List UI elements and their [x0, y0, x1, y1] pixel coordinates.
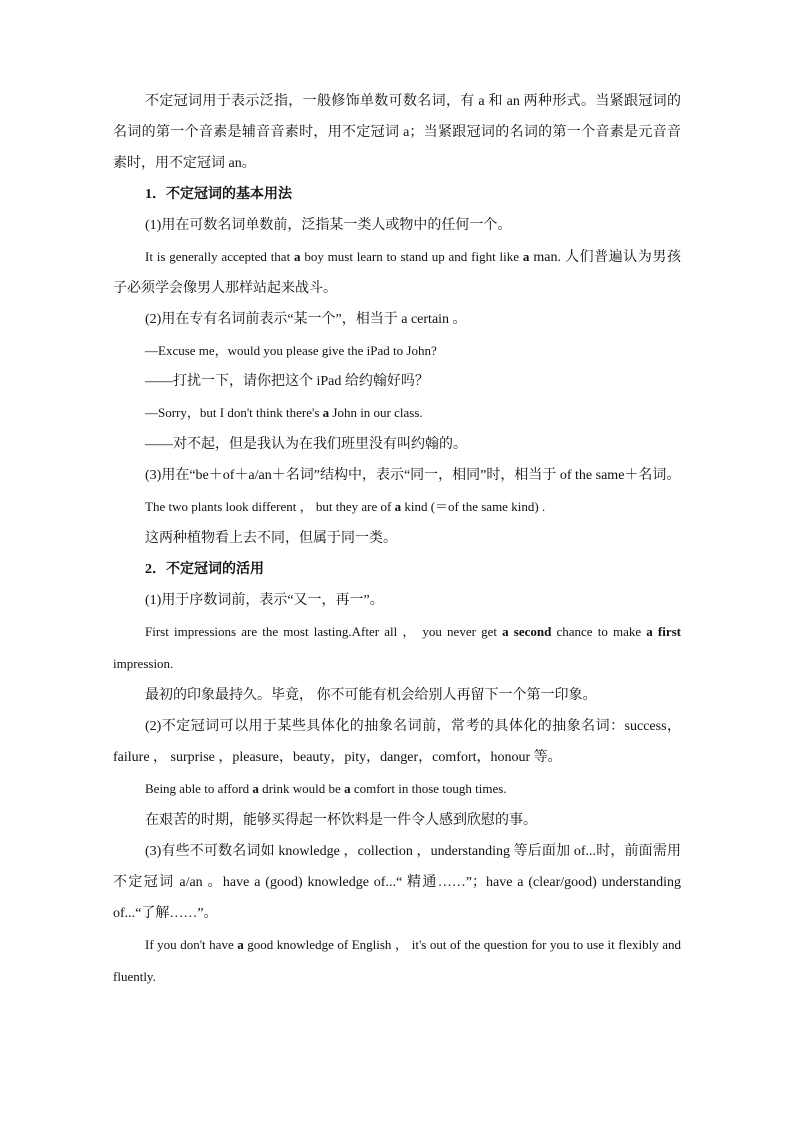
section-1-rule-2: (2)用在专有名词前表示“某一个”，相当于 a certain 。: [145, 312, 467, 327]
section-2-rule-2: (2)不定冠词可以用于某些具体化的抽象名词前，常考的具体化的抽象名词：success，failure ， surprise ，pleasure，beauty，pity，danger，comfort，honour 等。: [113, 719, 681, 765]
section-2-example-1: [113, 616, 681, 680]
example-text: drink would be: [258, 781, 345, 796]
section-2-example-2: [113, 773, 681, 805]
article-highlight: a: [522, 249, 530, 264]
intro-paragraph: 不定冠词用于表示泛指，一般修饰单数可数名词，有 a 和 an 两种形式。当紧跟冠词的名词的第一个音素是辅音音素时，用不定冠词 a；当紧跟冠词的名词的第一个音素是元音音素时，用不定冠词 an。: [113, 94, 681, 171]
section-2-example-1-translation: 最初的印象最持久。毕竟， 你不可能有机会给别人再留下一个第一印象。: [145, 688, 597, 703]
article-highlight: a: [394, 499, 402, 514]
example-text: It is generally accepted that: [145, 249, 295, 264]
article-highlight: a: [237, 937, 244, 952]
section-2-example-3: [113, 929, 681, 993]
example-text: —Sorry，but I don't think there's: [145, 405, 323, 420]
example-text: boy must learn to stand up and fight like: [300, 249, 523, 264]
example-text: First impressions are the most lasting.After all ， you never get: [145, 624, 503, 639]
dialog-line-1: —Excuse me，would you please give the iPad to John?: [145, 343, 437, 358]
section-2-rule-3: (3)有些不可数名词如 knowledge ，collection ，understanding 等后面加 of...时，前面需用不定冠词 a/an 。have a (good) knowledge of...“ 精通……”；have a (clear/good) understanding of...“了解……”。: [113, 844, 681, 921]
example-text: Being able to afford: [145, 781, 253, 796]
article-highlight: a: [322, 405, 330, 420]
example-text: comfort in those tough times.: [350, 781, 507, 796]
dialog-line-1-translation: ——打扰一下，请你把这个 iPad 给约翰好吗？: [145, 374, 429, 389]
document-page: [113, 86, 681, 993]
example-text: kind (＝of the same kind) .: [401, 499, 546, 514]
dialog-line-2-translation: ——对不起，但是我认为在我们班里没有叫约翰的。: [145, 437, 467, 452]
section-1-heading: 1．不定冠词的基本用法: [145, 187, 292, 202]
example-text: good knowledge of English ， it's out of the question for you to use it flexibly and fluently.: [113, 937, 682, 984]
example-text: chance to make: [551, 624, 647, 639]
section-1-example-3: [113, 491, 681, 523]
section-1-example-3-translation: 这两种植物看上去不同，但属于同一类。: [145, 531, 397, 546]
section-1-rule-3: (3)用在“be＋of＋a/an＋名词”结构中，表示“同一，相同”时，相当于 of the same＋名词。: [145, 468, 681, 483]
article-highlight: a: [252, 781, 259, 796]
example-text: The two plants look different ， but they are of: [145, 499, 395, 514]
section-2-example-2-translation: 在艰苦的时期，能够买得起一杯饮料是一件令人感到欣慰的事。: [145, 813, 537, 828]
example-text: John in our class.: [329, 405, 423, 420]
example-text: impression.: [113, 656, 174, 671]
section-1-example-1: [113, 241, 681, 304]
article-highlight: a first: [646, 624, 682, 639]
dialog-line-2: [113, 397, 681, 429]
article-highlight: a: [294, 249, 301, 264]
article-highlight: a: [344, 781, 351, 796]
section-1-rule-1: (1)用在可数名词单数前，泛指某一类人或物中的任何一个。: [145, 218, 512, 233]
section-2-rule-1: (1)用于序数词前，表示“又一，再一”。: [145, 593, 384, 608]
article-highlight: a second: [502, 624, 552, 639]
example-text: man. 人们普遍认为男孩子必须学会像男人那样站起来战斗。: [113, 250, 682, 296]
example-text: If you don't have: [145, 937, 238, 952]
section-2-heading: 2．不定冠词的活用: [145, 562, 264, 577]
